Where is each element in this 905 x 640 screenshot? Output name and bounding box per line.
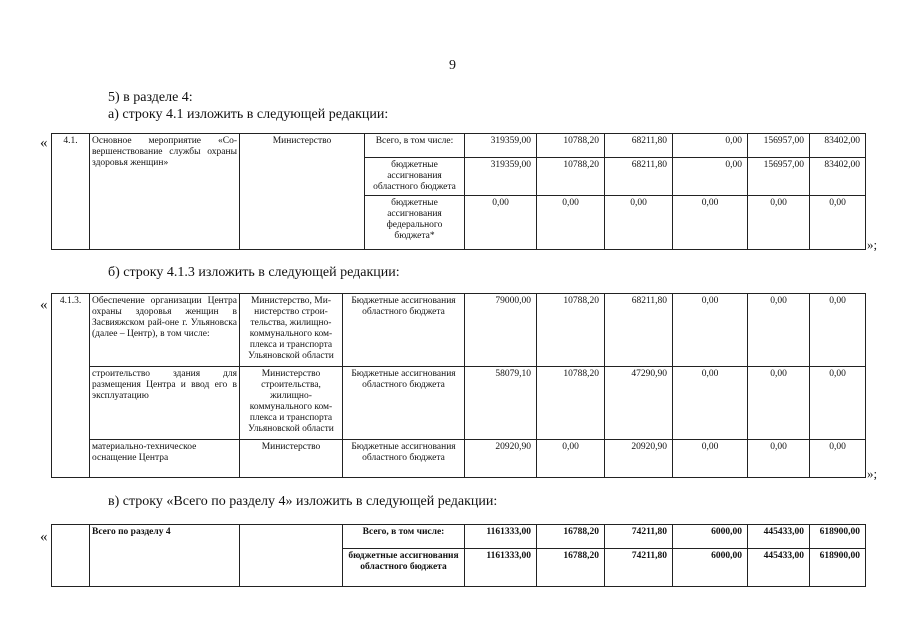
quote-close-1: »; [867, 237, 878, 252]
value-cell: 0,00 [810, 440, 866, 478]
value-cell: 68211,80 [605, 294, 673, 367]
executor: Министерство строительства, жилищно-коммунального ком-плекса и транспорта Ульяновской области [240, 367, 343, 440]
table-total-section-4 [51, 524, 866, 587]
value-cell: 0,00 [537, 196, 605, 250]
funding-source: Всего, в том числе: [365, 134, 465, 158]
value-cell: 20920,90 [465, 440, 537, 478]
item-b-text: б) строку 4.1.3 изложить в следующей редакции: [108, 265, 400, 280]
empty-cell [52, 525, 90, 587]
item-c-text: в) строку «Всего по разделу 4» изложить в следующей редакции: [108, 494, 498, 509]
value-cell: 0,00 [537, 440, 605, 478]
value-cell: 0,00 [748, 196, 810, 250]
table-row-4-1 [51, 133, 866, 250]
executor: Министерство [240, 134, 365, 250]
value-cell: 0,00 [673, 294, 748, 367]
value-cell: 1161333,00 [465, 549, 537, 587]
value-cell: 20920,90 [605, 440, 673, 478]
value-cell: 68211,80 [605, 134, 673, 158]
activity-name: Основное мероприятие «Со-вершенствование службы охраны здоровья женщин» [90, 134, 240, 250]
value-cell: 10788,20 [537, 134, 605, 158]
value-cell: 0,00 [748, 367, 810, 440]
value-cell: 0,00 [810, 196, 866, 250]
quote-close-2: »; [867, 466, 878, 481]
executor: Министерство [240, 440, 343, 478]
value-cell: 319359,00 [465, 134, 537, 158]
value-cell: 6000,00 [673, 549, 748, 587]
value-cell: 445433,00 [748, 525, 810, 549]
funding-source: Бюджетные ассигнования областного бюджета [343, 294, 465, 367]
quote-open-1: « [40, 135, 48, 151]
value-cell: 47290,90 [605, 367, 673, 440]
value-cell: 10788,20 [537, 294, 605, 367]
total-label: Всего по разделу 4 [90, 525, 240, 587]
value-cell: 0,00 [673, 134, 748, 158]
value-cell: 79000,00 [465, 294, 537, 367]
page-number: 9 [449, 58, 456, 73]
value-cell: 74211,80 [605, 549, 673, 587]
activity-name: материально-техническое оснащение Центра [90, 440, 240, 478]
value-cell: 16788,20 [537, 525, 605, 549]
value-cell: 0,00 [673, 158, 748, 196]
value-cell: 156957,00 [748, 134, 810, 158]
quote-open-2: « [40, 297, 48, 313]
row-number: 4.1.3. [52, 294, 90, 478]
item-a-text: а) строку 4.1 изложить в следующей редакции: [108, 107, 389, 122]
activity-name: строительство здания для размещения Центра и ввод его в эксплуатацию [90, 367, 240, 440]
value-cell: 74211,80 [605, 525, 673, 549]
row-number: 4.1. [52, 134, 90, 250]
value-cell: 10788,20 [537, 158, 605, 196]
funding-source: бюджетные ассигнования областного бюджета [343, 549, 465, 587]
value-cell: 0,00 [748, 294, 810, 367]
value-cell: 618900,00 [810, 549, 866, 587]
section-intro: 5) в разделе 4: [108, 90, 193, 105]
value-cell: 445433,00 [748, 549, 810, 587]
value-cell: 0,00 [748, 440, 810, 478]
value-cell: 1161333,00 [465, 525, 537, 549]
funding-source: бюджетные ассигнования областного бюджета [365, 158, 465, 196]
value-cell: 10788,20 [537, 367, 605, 440]
activity-name: Обеспечение организации Центра охраны здоровья женщин в Засвияжском рай-оне г. Ульяновска (далее – Центр), в том числе: [90, 294, 240, 367]
value-cell: 618900,00 [810, 525, 866, 549]
executor: Министерство, Ми-нистерство строи-тельства, жилищно-коммунального ком-плекса и транспорта Ульяновской области [240, 294, 343, 367]
value-cell: 319359,00 [465, 158, 537, 196]
table-row-4-1-3 [51, 293, 866, 478]
value-cell: 68211,80 [605, 158, 673, 196]
empty-cell [240, 525, 343, 587]
value-cell: 0,00 [465, 196, 537, 250]
value-cell: 6000,00 [673, 525, 748, 549]
value-cell: 0,00 [673, 440, 748, 478]
funding-source: Бюджетные ассигнования областного бюджета [343, 440, 465, 478]
value-cell: 58079,10 [465, 367, 537, 440]
value-cell: 0,00 [673, 196, 748, 250]
value-cell: 83402,00 [810, 134, 866, 158]
value-cell: 0,00 [673, 367, 748, 440]
funding-source: Бюджетные ассигнования областного бюджета [343, 367, 465, 440]
quote-open-3: « [40, 529, 48, 545]
value-cell: 0,00 [605, 196, 673, 250]
value-cell: 83402,00 [810, 158, 866, 196]
value-cell: 0,00 [810, 294, 866, 367]
value-cell: 16788,20 [537, 549, 605, 587]
value-cell: 156957,00 [748, 158, 810, 196]
value-cell: 0,00 [810, 367, 866, 440]
funding-source: бюджетные ассигнования федерального бюджета* [365, 196, 465, 250]
funding-source: Всего, в том числе: [343, 525, 465, 549]
